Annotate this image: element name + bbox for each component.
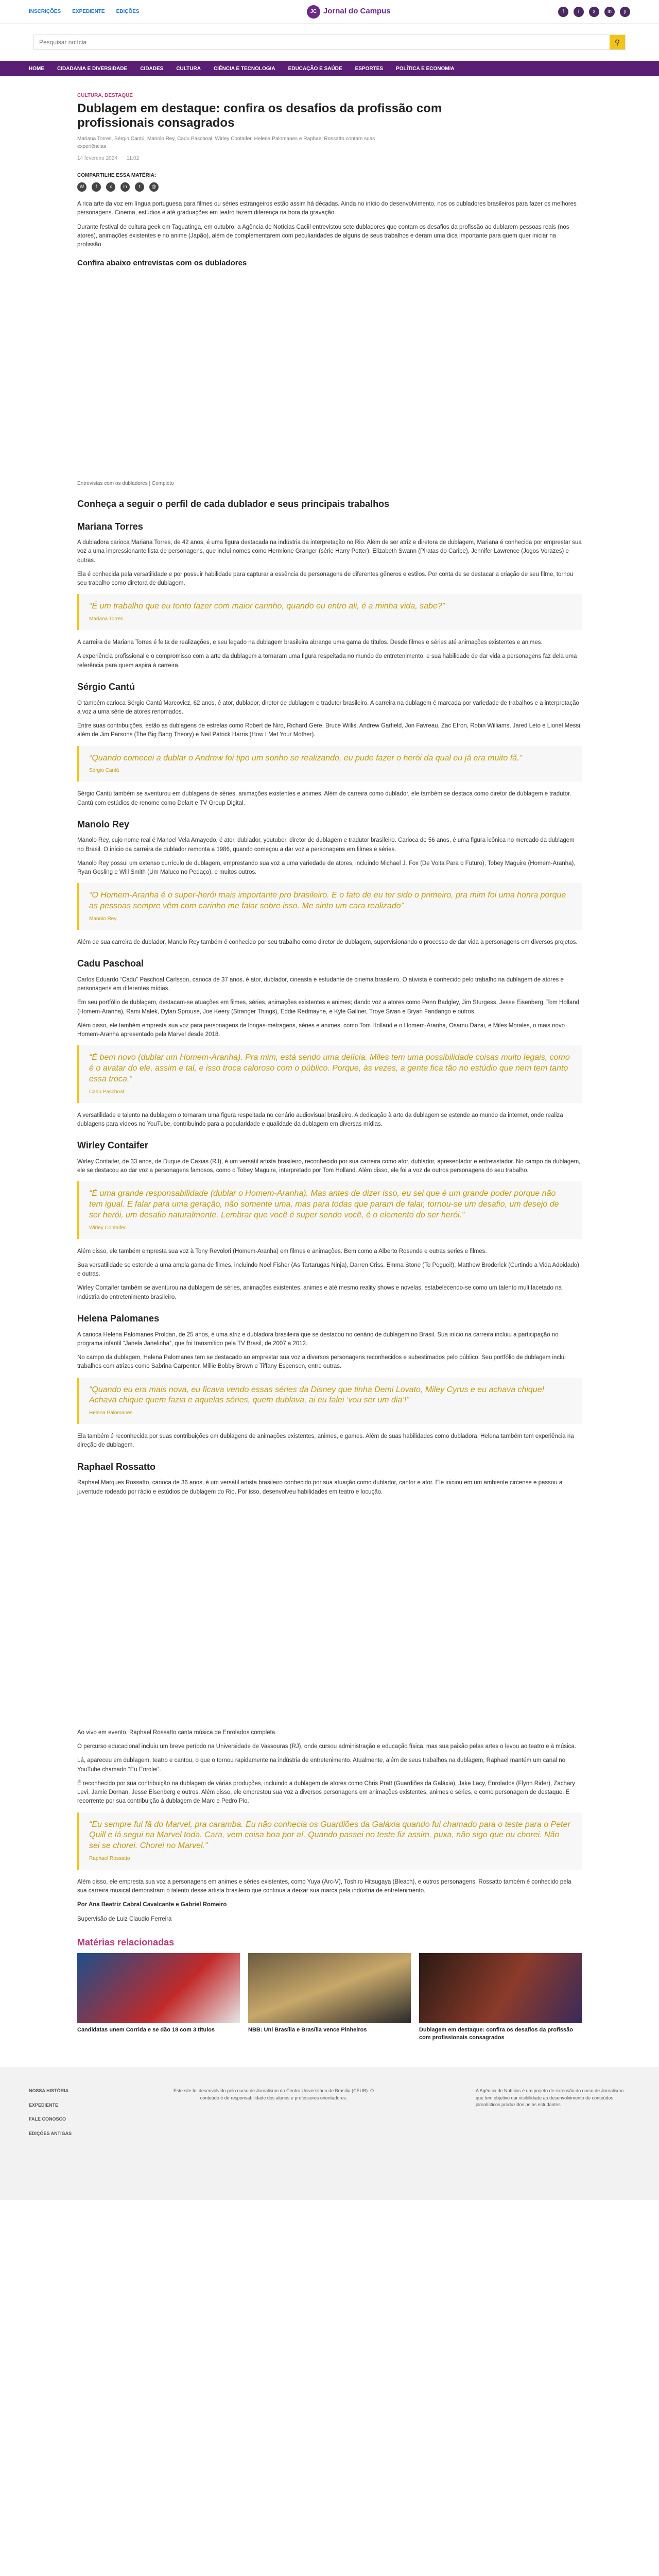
email-icon[interactable]: @ [149,182,159,192]
section-title: Manolo Rey [77,819,130,829]
section-paragraph: Em seu portfólio de dublagem, destacam-se atuações em filmes, séries, animações existentes e animes; dando voz a atores como Penn Badgley, Jim Sturgess, Jesse Eisenberg, Tom Holland (Homem-Aranha), Rami Malek, Dylan Sprouse, Joe Keery (Stranger Things), Eddie Redmayne, e Kyle Gallner, Troye Sivan e Bryan Fandango e outros. [77,999,580,1015]
quote-author: Cadu Paschoal [89,1089,124,1095]
section-paragraph: Raphael Marques Rossatto, carioca de 36 anos, é um versátil artista brasileiro conhecido por sua atuação como dublador, cantor e ator. Ele iniciou em um ambiente circense e passou a juventude rodeado por rádio e estúdios de dublagem do Rio. Por isso, desenvolveu habilidades em teatro e locução. [77,1480,563,1495]
article-meta [77,155,582,162]
nav-politica[interactable]: POLÍTICA E ECONOMIA [396,65,455,72]
section-paragraph: É reconhecido por sua contribuição na dublagem de várias produções, incluindo a dublagem de atores como Chris Pratt (Guardiões da Galáxia), Jake Lacy, Enrolados (Flynn Rider), Zachary Levi, Jamie Dornan, Jesse Eisenberg e outros. Além disso, ele emprestou sua voz a diversos personagens em animações existentes, animes e séries, e como personagem de destaque. É recorrente por sua contribuição à dublagem de Marc e Pedro Pio. [77,1780,575,1805]
article-title: Dublagem em destaque: confira os desafios da profissão com profissionais consagrados [77,101,442,130]
section-paragraph: No campo da dublagem, Helena Palomanes tem se destacado ao emprestar sua voz a diversos personagens reconhecidos e subestimados pelo público. Seu portfólio de dublagem inclui trabalhos com atrizes como Sabrina Carpenter, Millie Bobby Brown e Tiffany Espensen, entre outras. [77,1354,566,1370]
related-card-image [248,1953,411,2023]
intro-paragraph: A rica arte da voz em língua portuguesa para filmes ou séries estrangeiros estão assim há décadas. Ainda no início do desenvolvimento, nos os dubladores brasileiros para fazer os melhores personagens. Cinema, estúdios e até graduações em teatro fazem diferença na hora da gravação. [77,201,577,216]
share-bar [77,182,582,192]
article [77,76,582,1924]
section-paragraph: Entre suas contribuições, estão as dublagens de estrelas como Robert de Niro, Richard Gere, Bruce Willis, Andrew Garfield, Jon Favreau, Zac Efron, Robin Williams, Jared Leto e Lionel Messi, além de Jim Parsons (The Big Bang Theory) e Neil Patrick Harris (How I Met Your Mother). [77,723,582,738]
section-paragraph: A carreira de Mariana Torres é feita de realizações, e seu legado na dublagem brasileira abrange uma gama de títulos. Desde filmes e séries até animações existentes e animes. [77,639,543,646]
pull-quote [77,1181,582,1239]
related-card[interactable] [419,1953,582,2041]
search-box [33,35,626,50]
section-paragraph: Ela é conhecida pela versatilidade e por possuir habilidade para capturar a essência de personagens de diferentes gêneros e estilos. Por conta de se destacar a criação de seu filme, tornou seu trabalho como diretora de dublagem. [77,571,574,587]
byline: Por Ana Beatriz Cabral Cavalcante e Gabriel Romeiro [77,1902,227,1908]
pull-quote [77,746,582,782]
nav-ciencia[interactable]: CIÊNCIA E TECNOLOGIA [213,65,275,72]
intro-paragraph: Durante festival de cultura geek em Taguatinga, em outubro, a Agência de Notícias Caciil entrevistou sete dubladores que contam os desafios da profissão ao dublarem pessoas reais (nos atores), animações existentes e no anime (Japão), além de complementarem com peculiaridades de alguns de seus trabalhos e deram uma dica importante para quem quer iniciar na profissão. [77,224,569,248]
section-paragraph: Carlos Eduardo “Cadu” Paschoal Carlsson, carioca de 37 anos, é ator, dublador, cineasta e estudante de cinema brasileiro. O ativista é conhecido pelo trabalho na dublagem de atores e personagens em diferentes mídias. [77,976,564,992]
quote-text: “É um trabalho que eu tento fazer com maior carinho, quando eu entro ali, é a minha vida, sabe?” [89,602,445,611]
share-label: COMPARTILHE ESSA MATÉRIA: [77,173,157,179]
related-card-image [77,1953,240,2023]
main-nav [0,61,659,76]
linkedin-share-icon[interactable]: in [120,182,130,192]
section-paragraph: Sua versatilidade se estende a uma ampla gama de filmes, incluindo Noel Fisher (As Tartarugas Ninja), Darren Criss, Emma Stone (Te Peguei!), Matthew Broderick (Curtindo a Vida Adoidado) e outras. [77,1262,579,1278]
x-icon[interactable]: x [589,7,599,17]
quote-author: Sérgio Cantú [89,768,119,774]
video-embed[interactable] [77,274,582,480]
quote-text: “Quando comecei a dublar o Andrew foi tipo um sonho se realizando, eu pude fazer o herói da qual eu já era muito fã.” [89,753,522,762]
quote-author: Wirley Contaifer [89,1225,126,1231]
section-title: Helena Palomanes [77,1313,160,1324]
footer-link[interactable]: FALE CONOSCO [29,2116,66,2122]
logo-icon: JC [307,5,320,19]
top-link-edicoes[interactable]: EDIÇÕES [116,9,140,14]
section-paragraph: A experiência profissional e o compromisso com a arte da dublagem a tornaram uma figura respeitada no mundo do entretenimento, e sua habilidade de dar vida a personagens faz dela uma referência para quem aspira à carreira. [77,653,577,669]
section-paragraph: Wirley Contaifer também se aventurou na dublagem de séries, animações existentes, animes e até mesmo reality shows e novelas, estabelecendo-se como um talento multifacetado na indústria do entretenimento brasileiro. [77,1285,562,1300]
top-links [29,8,140,15]
whatsapp-icon[interactable]: W [77,182,86,192]
section-paragraph: A versatilidade e talento na dublagem o tornaram uma figura respeitada no cenário audiovisual brasileiro. A dedicação à arte da dublagem se estende ao mundo da internet, onde realiza dublagens para vídeos no YouTube, contribuindo para a popularidade e qualidade da dublagem em diversas mídias. [77,1112,563,1127]
pull-quote [77,594,582,630]
related-card-title[interactable]: NBB: Uni Brasília e Brasília vence Pinheiros [248,2027,367,2033]
video-embed-2[interactable] [77,1502,582,1728]
top-link-inscricoes[interactable]: INSCRIÇÕES [29,9,61,14]
section-paragraph: Ela também é reconhecida por suas contribuições em dublagens de animações existentes, animes, e games. Além de suas habilidades como dubladora, Helena também tem experiência na direção de dublagem. [77,1433,574,1449]
facebook-icon[interactable]: f [558,7,568,17]
nav-cultura[interactable]: CULTURA [176,65,201,72]
section-paragraph: Lá, apareceu em dublagem, teatro e cantou, o que o tornou rapidamente na indústria de entretenimento. Atualmente, além de seus trabalhos na dublagem, Raphael mantém um canal no YouTube chamado “Eu Enrolei”. [77,1757,566,1773]
section-paragraph: Além disso, ele empresta sua voz a personagens em animes e séries existentes, como Yuya (Arc-V), Toshiro Hitsugaya (Bleach), e outros personagens. Rossatto também é conhecido pela sua carreira musical demonstram o talento desse artista brasileiro que continua a deixar sua marca pela indústria de entretenimento. [77,1878,571,1894]
pull-quote [77,1812,582,1870]
linkedin-icon[interactable]: in [604,7,615,17]
section-paragraph: Além disso, ele também empresta sua voz para personagens de longas-metragens, séries e animes, como Tom Holland e o Homem-Aranha, Osamu Dazai, e Miles Morales, o mais novo Homem-Aranha apresentado pela Marvel desde 2018. [77,1022,565,1038]
section-paragraph: Além disso, ele também empresta sua voz à Tony Revolori (Homem-Aranha) em filmes e animações. Bem como a Alberto Rosende e outras series e filmes. [77,1248,487,1255]
instagram-icon[interactable]: i [574,7,584,17]
quote-author: Helena Palomanes [89,1410,133,1416]
section-paragraph: Manolo Rey, cujo nome real é Manoel Vela Amayedo, é ator, dublador, youtuber, diretor de dublagem e tradutor brasileiro. Carioca de 56 anos, é uma figura icônica no mercado da dublagem no Brasil. O início da carreira de dublador remonta a 1986, quando começou a dar voz a personagens em filmes e séries. [77,837,575,853]
related-card[interactable] [248,1953,411,2041]
nav-cidadania[interactable]: CIDADANIA E DIVERSIDADE [57,65,128,72]
section-paragraph: A dubladora carioca Mariana Torres, de 42 anos, é uma figura destacada na indústria da interpretação no Rio. Além de ser atriz e diretora de dublagem, Mariana é conhecida por emprestar sua voz a uma impressionante lista de personagens, que inclui nomes como Hermione Granger (série Harry Potter), Elizabeth Swann (Piratas do Caribe), Jennifer Lawrence (Jogos Vorazes) e outras. [77,539,582,564]
related-card-title[interactable]: Dublagem em destaque: confira os desafios da profissão com profissionais consagrados [419,2027,573,2041]
section-title: Mariana Torres [77,521,143,532]
section-title: Sérgio Cantú [77,681,135,692]
footer-about: Este site foi desenvolvido pelo curso de Jornalismo do Centro Universitário de Brasília (CEUB). O conteúdo é de responsabilidade dos alunos e professores orientadores. [174,2088,374,2100]
search-row [0,24,659,61]
social-links [558,7,630,17]
footer-link[interactable]: NOSSA HISTÓRIA [29,2088,69,2094]
related-card-image [419,1953,582,2023]
section-paragraph: Além de sua carreira de dublador, Manolo Rey também é conhecido por seu trabalho como diretor de dublagem, supervisionando o processo de dar vida a personagens em diversos projetos. [77,939,578,945]
article-time: 11:02 [126,156,140,162]
pull-quote [77,883,582,930]
article-categories[interactable]: CULTURA, DESTAQUE [77,93,133,98]
section-title: Wirley Contaifer [77,1140,148,1151]
site-logo[interactable] [307,5,391,19]
search-icon: ⚲ [614,38,620,46]
related-card-title[interactable]: Candidatas unem Corrida e se dão 18 com 3 títulos [77,2027,215,2033]
telegram-icon[interactable]: t [135,182,144,192]
quote-author: Manolo Rey [89,916,117,922]
youtube-icon[interactable]: y [620,7,630,17]
x-share-icon[interactable]: x [106,182,115,192]
footer [0,2067,659,2200]
quote-text: “Quando eu era mais nova, eu ficava vendo essas séries da Disney que tinha Demi Lovato, Miley Cyrus e eu achava chique! Achava chique quem fazia e aquelas séries, quem dublava, ai eu falei ‘vou ser um dia’!” [89,1385,545,1405]
video-heading: Confira abaixo entrevistas com os dubladores [77,259,247,268]
footer-links [29,2088,72,2179]
section-paragraph: Wirley Contaifer, de 33 anos, de Duque de Caxias (RJ), é um versátil artista brasileiro, reconhecido por sua carreira como ator, dublador, apresentador e entrevistador. No campo da dublagem, ele se destacou ao dar voz a personagens famosos, como o Tobey Maguire, interpretado por Tom Holland. Além disso, ele foi a voz de outros personagens do seu trabalho. [77,1158,581,1174]
facebook-share-icon[interactable]: f [92,182,101,192]
article-subtitle: Mariana Torres, Sérgio Cantú, Manolo Rey, Cadu Paschoal, Wirley Contaifer, Helena Palomanes e Raphael Rossatto contam suas experiências [77,136,375,150]
search-button[interactable] [610,35,625,49]
top-link-expediente[interactable]: EXPEDIENTE [72,9,105,14]
section-paragraph: Manolo Rey possui um extenso currículo de dublagem, emprestando sua voz a uma variedade de atores, incluindo Michael J. Fox (De Volta Para o Futuro), Tobey Maguire (Homem-Aranha), Ryan Gosling e Will Smith (Um Maluco no Pedaço), e muitos outros. [77,860,576,876]
quote-text: “É bem novo (dublar um Homem-Aranha). Pra mim, está sendo uma delícia. Miles tem uma possibilidade coisas muito legais, como é o avatar do ele, assim e tal, e isso troca caloroso com o público. Porque, às vezes, a gente fica tão no estúdio que nem tem tanto essa troca.” [89,1053,570,1083]
profiles-heading: Conheça a seguir o perfil de cada dublador e seus principais trabalhos [77,498,390,509]
nav-cidades[interactable]: CIDADES [140,65,164,72]
nav-home[interactable]: HOME [29,65,44,72]
quote-text: “O Homem-Aranha é o super-herói mais importante pro brasileiro. E o fato de eu ter sido o primeiro, pra mim foi uma honra porque as pessoas sempre vêm com carinho me falar sobre isso. Me sinto um cara realizado” [89,891,566,911]
section-paragraph: Ao vivo em evento, Raphael Rossatto canta música de Enrolados completa. [77,1729,277,1736]
logo-text: Jornal do Campus [323,7,391,16]
footer-info: A Agência de Notícias é um projeto de extensão do curso de Jornalismo que tem objetivo dar visibilidade ao desenvolvimento de conteúdos jornalísticos produzidos pelos estudantes. [476,2088,624,2108]
footer-link[interactable]: EDIÇÕES ANTIGAS [29,2130,72,2136]
search-input[interactable] [34,35,610,49]
section-title: Cadu Paschoal [77,958,144,969]
related-cards [77,1953,582,2041]
related-card[interactable] [77,1953,240,2041]
section-paragraph: O percurso educacional incluiu um breve período na Universidade de Vassouras (RJ), onde cursou administração e educação física, mas sua paixão pelas artes o levou ao teatro e à música. [77,1743,576,1750]
nav-esportes[interactable]: ESPORTES [355,65,384,72]
section-paragraph: O também carioca Sérgio Cantú Marcovicz, 62 anos, é ator, dublador, diretor de dublagem e tradutor brasileiro. A carreira na dublagem é marcada por variedade de trabalhos e a interpretação a voz a uma série de atores renomados. [77,700,579,715]
pull-quote [77,1378,582,1425]
quote-author: Raphael Rossatto [89,1855,130,1861]
section-paragraph: Sérgio Cantú também se aventurou em dublagens de séries, animações existentes e animes. Além de carreira como dublador, ele também se destaca como diretor de dublagem e tradutor. Cantú com estúdios de renome como Delart e TV Group Digital. [77,791,571,806]
footer-link[interactable]: EXPEDIENTE [29,2102,59,2108]
nav-educacao[interactable]: EDUCAÇÃO E SAÚDE [288,65,342,72]
section-paragraph: A carioca Helena Palomanes Proldan, de 25 anos, é uma atriz e dubladora brasileira que se destacou no cenário de dublagem no Brasil. Sua início na carreira incluiu a participação no programa infantil “Janela Janelinha”, que foi transmitido pela TV Brasil, de 2007 a 2012. [77,1331,559,1347]
article-date: 14 fevereiro 2024 [77,156,117,162]
related-articles [77,1937,582,2041]
section-title: Raphael Rossatto [77,1461,156,1472]
quote-author: Mariana Torres [89,616,124,622]
supervision: Supervisão de Luiz Claudio Ferreira [77,1916,172,1922]
quote-text: “É uma grande responsabilidade (dublar o Homem-Aranha). Mas antes de dizer isso, eu sei que é um grande poder porque não tem igual. E falar para uma geração, não somente uma, mas para todas que param de falar, tornou-se um desafio, um desejo de ser herói, um desafio naturalmente. Lembrar que você é super sendo você, é o elemento do ser herói.” [89,1189,559,1219]
quote-text: “Eu sempre fui fã do Marvel, pra caramba. Eu não conhecia os Guardiões da Galáxia quando fui chamado para o teste para o Peter Quill e lá segui na Marvel toda. Cara, vem coisa boa por aí. Quando passei no teste fiz assim, puxa, não sigo que ou chorei. Não sei se chorei. Chorei no Marvel.” [89,1820,570,1851]
video-caption: Entrevistas com os dubladores | Completo [77,480,174,486]
related-heading: Matérias relacionadas [77,1937,175,1947]
pull-quote [77,1045,582,1103]
top-bar [0,0,659,24]
